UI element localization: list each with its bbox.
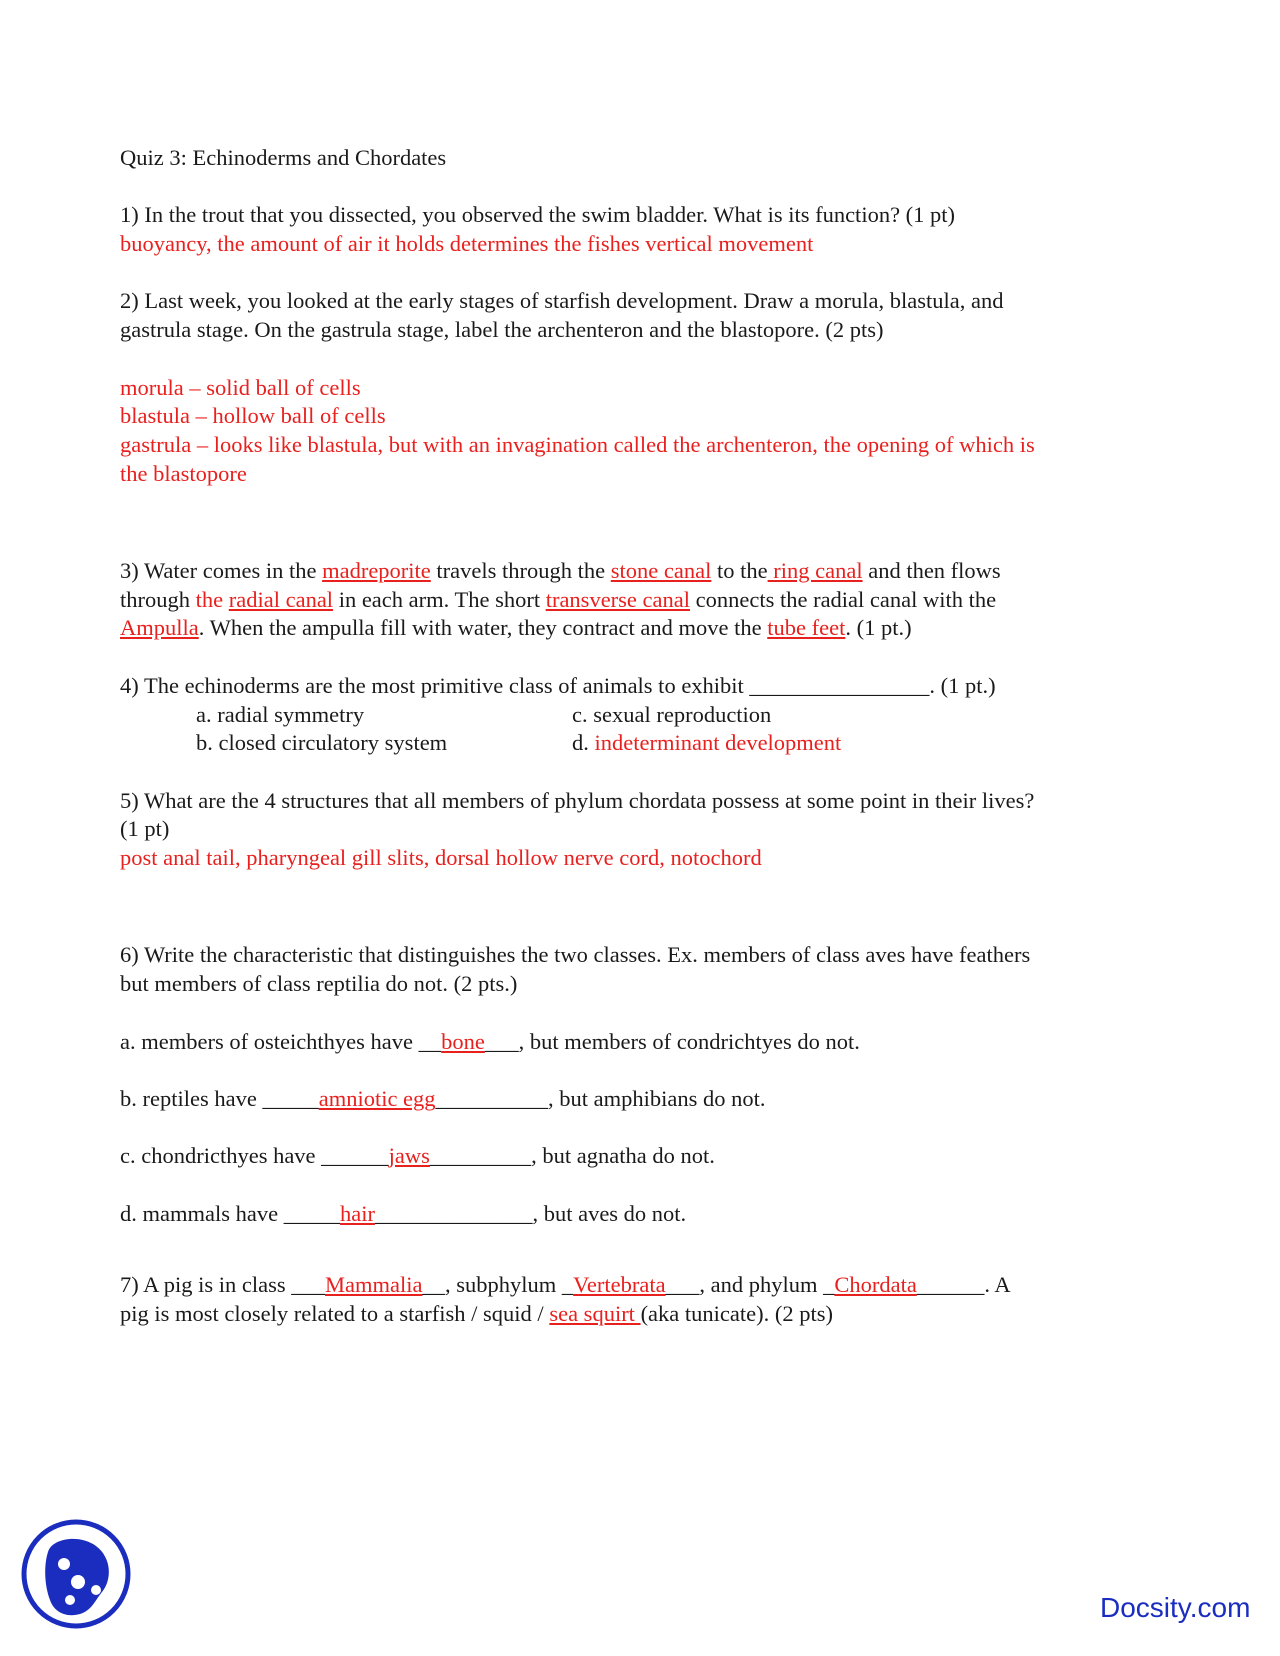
q7-text: 7) A pig is in class ___: [120, 1272, 326, 1298]
q7-text: __, subphylum _: [422, 1272, 574, 1298]
q7-line1: [120, 1271, 1180, 1300]
q2-question-line2: gastrula stage. On the gastrula stage, label the archenteron and the blastopore. (2 pts): [120, 317, 884, 343]
q2-answer-gastrula-cont: the blastopore: [120, 460, 247, 486]
q3-answer-ring-canal: ring canal: [767, 558, 863, 584]
q6-text: __________, but amphibians do not.: [435, 1085, 766, 1111]
q3-text: . When the ampulla fill with water, they contract and move the: [198, 615, 768, 641]
q7-text: (aka tunicate). (2 pts): [640, 1300, 833, 1326]
q6-text: c. chondricthyes have ______: [120, 1143, 389, 1169]
q3-text: through: [120, 586, 196, 612]
q3-text: . (1 pt.): [845, 615, 912, 641]
q2-answer-gastrula: gastrula – looks like blastula, but with an invagination called the archenteron, the opening of which is: [120, 431, 1035, 457]
q4-option-c: c. sexual reproduction: [572, 701, 772, 727]
q3-line2: [120, 586, 1180, 615]
q4-option-d: [572, 729, 841, 758]
q6-text: ______________, but aves do not.: [374, 1200, 687, 1226]
q2-answer-blastula: blastula – hollow ball of cells: [120, 403, 386, 429]
q7-answer-vertebrata: Vertebrata: [573, 1272, 666, 1298]
q5-answer: post anal tail, pharyngeal gill slits, dorsal hollow nerve cord, notochord: [120, 845, 762, 871]
q6-text: b. reptiles have _____: [120, 1085, 319, 1111]
q3-answer-the: the: [195, 586, 229, 612]
q3-text: 3) Water comes in the: [120, 558, 323, 584]
docsity-logo-icon[interactable]: [20, 1518, 132, 1630]
page-title: Quiz 3: Echinoderms and Chordates: [120, 145, 447, 170]
q6-answer-amniotic-egg: amniotic egg: [318, 1085, 436, 1111]
q3-line1: [120, 557, 1180, 586]
q3-text: connects the radial canal with the: [690, 586, 997, 612]
q5-question-line2: (1 pt): [120, 816, 170, 842]
q2-question-line1: 2) Last week, you looked at the early stages of starfish development. Draw a morula, blastula, and: [120, 288, 1004, 314]
q3-answer-stone-canal: stone canal: [610, 558, 712, 584]
q6-item-b: [120, 1085, 1180, 1114]
q6-answer-hair: hair: [339, 1200, 375, 1226]
q7-answer-chordata: Chordata: [834, 1272, 917, 1298]
q7-text: pig is most closely related to a starfish / squid /: [120, 1300, 550, 1326]
q3-line3: [120, 614, 1180, 643]
q7-line2: [120, 1300, 1180, 1329]
q6-text: d. mammals have _____: [120, 1200, 340, 1226]
q3-text: in each arm. The short: [333, 586, 546, 612]
q4-option-d-label: d.: [572, 730, 595, 756]
quiz-document: [120, 144, 1180, 1329]
q3-text: and then flows: [862, 558, 1001, 584]
q6-item-c: [120, 1142, 1180, 1171]
q6-item-d: [120, 1200, 1180, 1229]
q3-answer-ampulla: Ampulla: [120, 615, 199, 641]
q4-options: [120, 701, 1180, 758]
q7-text: ______. A: [916, 1272, 1011, 1298]
q7-answer-mammalia: Mammalia: [325, 1272, 423, 1298]
q6-answer-jaws: jaws: [388, 1143, 430, 1169]
q3-text: travels through the: [430, 558, 611, 584]
q7-answer-sea-squirt: sea squirt: [549, 1300, 641, 1326]
q3-answer-transverse-canal: transverse canal: [545, 586, 690, 612]
q3-answer-radial-canal: radial canal: [228, 586, 334, 612]
q6-item-a: [120, 1028, 1180, 1057]
q1-question: 1) In the trout that you dissected, you observed the swim bladder. What is its function? (1 pt): [120, 202, 956, 228]
q6-question-line2: but members of class reptilia do not. (2 pts.): [120, 971, 518, 997]
q3-text: to the: [711, 558, 768, 584]
docsity-brand-link[interactable]: Docsity.com: [1100, 1592, 1251, 1623]
q6-text: ___, but members of condrichtyes do not.: [484, 1028, 860, 1054]
q5-question-line1: 5) What are the 4 structures that all members of phylum chordata possess at some point in their lives?: [120, 787, 1035, 813]
q1-answer: buoyancy, the amount of air it holds determines the fishes vertical movement: [120, 231, 814, 257]
q3-answer-madreporite: madreporite: [322, 558, 431, 584]
q6-answer-bone: bone: [441, 1028, 485, 1054]
q7-text: ___, and phylum _: [665, 1272, 835, 1298]
q3-answer-tube-feet: tube feet: [767, 615, 846, 641]
q2-answer-morula: morula – solid ball of cells: [120, 374, 361, 400]
q4-option-a: a. radial symmetry: [196, 701, 365, 727]
q6-text: _________, but agnatha do not.: [429, 1143, 715, 1169]
q4-answer: indeterminant development: [594, 730, 842, 756]
q4-question: 4) The echinoderms are the most primitive class of animals to exhibit ________________. (1 pt.): [120, 672, 996, 698]
q4-option-b: b. closed circulatory system: [196, 730, 448, 756]
q6-question-line1: 6) Write the characteristic that distinguishes the two classes. Ex. members of class aves have feathers: [120, 942, 1031, 968]
q6-text: a. members of osteichthyes have __: [120, 1028, 442, 1054]
